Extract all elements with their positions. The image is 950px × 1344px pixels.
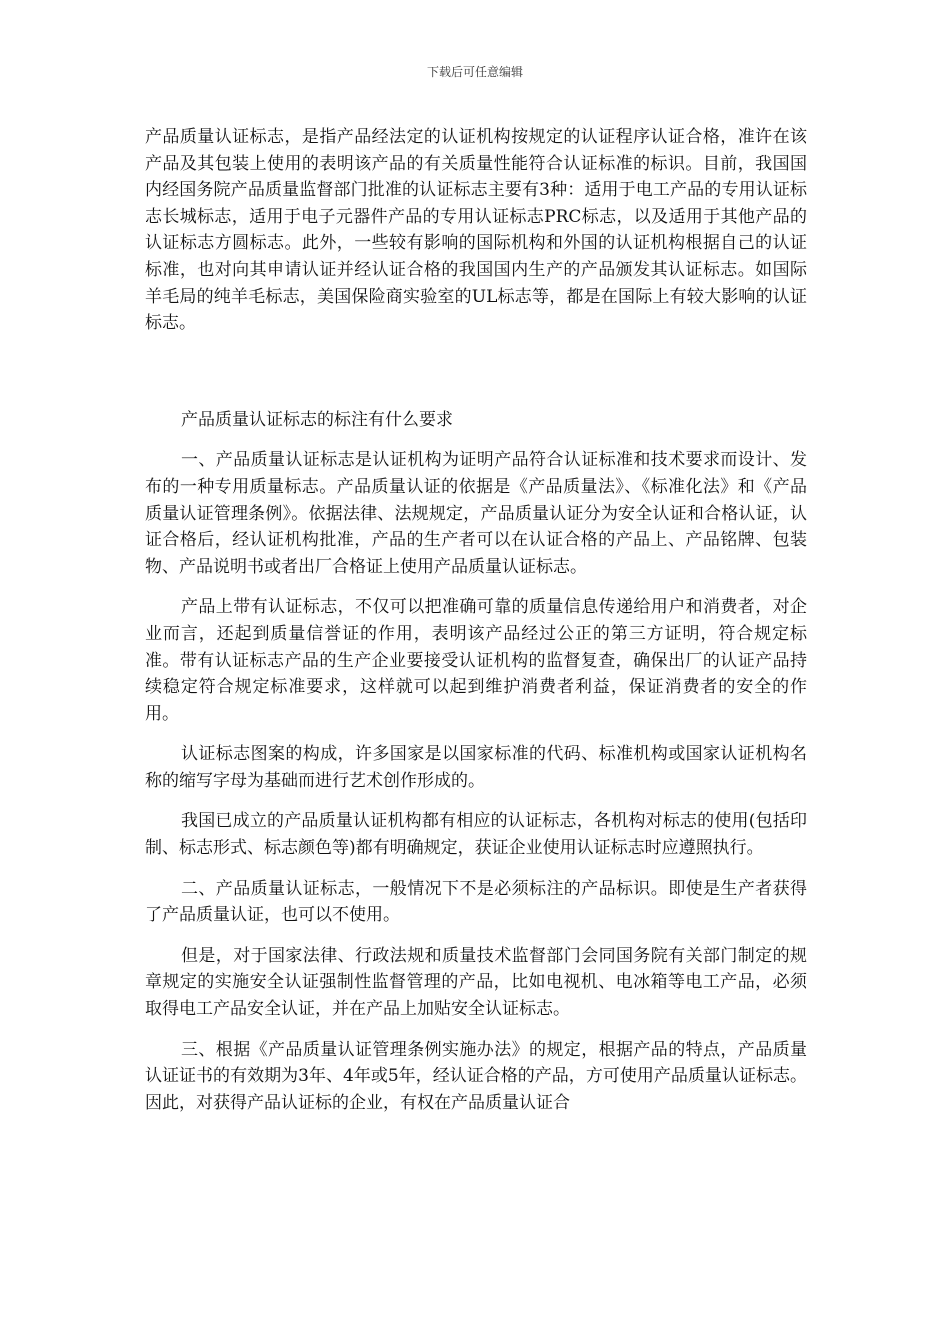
paragraph-mark-usage: 我国已成立的产品质量认证机构都有相应的认证标志，各机构对标志的使用(包括印制、标志形式、标志颜色等)都有明确规定，获证企业使用认证标志时应遵照执行。 [145, 811, 807, 859]
paragraph-mandatory-certification: 但是，对于国家法律、行政法规和质量技术监督部门会同国务院有关部门制定的规章规定的实施安全认证强制性监督管理的产品，比如电视机、电冰箱等电工产品，必须取得电工产品安全认证，并在产品上加贴安全认证标志。 [145, 945, 807, 1020]
paragraph-requirement-2: 二、产品质量认证标志，一般情况下不是必须标注的产品标识。即使是生产者获得了产品质量认证，也可以不使用。 [145, 878, 807, 926]
paragraph-requirement-1: 一、产品质量认证标志是认证机构为证明产品符合认证标准和技术要求而设计、发布的一种专用质量标志。产品质量认证的依据是《产品质量法》、《标准化法》和《产品质量认证管理条例》。依据法律、法规规定，产品质量认证分为安全认证和合格认证，认证合格后，经认证机构批准，产品的生产者可以在认证合格的产品上、产品铭牌、包装物、产品说明书或者出厂合格证上使用产品质量认证标志。 [145, 450, 807, 577]
paragraph-requirement-3: 三、根据《产品质量认证管理条例实施办法》的规定，根据产品的特点，产品质量认证证书的有效期为3年、4年或5年，经认证合格的产品，方可使用产品质量认证标志。因此，对获得产品认证标的企业，有权在产品质量认证合 [145, 1039, 807, 1113]
section-spacer [145, 337, 807, 407]
document-body [145, 124, 807, 1116]
intro-paragraph: 产品质量认证标志，是指产品经法定的认证机构按规定的认证程序认证合格，准许在该产品及其包装上使用的表明该产品的有关质量性能符合认证标准的标识。目前，我国国内经国务院产品质量监督部门批准的认证标志主要有3种：适用于电工产品的专用认证标志长城标志，适用于电子元器件产品的专用认证标志PRC标志，以及适用于其他产品的认证标志方圆标志。此外，一些较有影响的国际机构和外国的认证机构根据自己的认证标准，也对向其申请认证并经认证合格的我国国内生产的产品颁发其认证标志。如国际羊毛局的纯羊毛标志，美国保险商实验室的UL标志等，都是在国际上有较大影响的认证标志。 [145, 127, 807, 334]
paragraph-mark-design: 认证标志图案的构成，许多国家是以国家标准的代码、标准机构或国家认证机构名称的缩写字母为基础而进行艺术创作形成的。 [145, 744, 807, 791]
section-heading: 产品质量认证标志的标注有什么要求 [181, 409, 453, 430]
paragraph-mark-benefits: 产品上带有认证标志，不仅可以把准确可靠的质量信息传递给用户和消费者，对企业而言，还起到质量信誉证的作用，表明该产品经过公正的第三方证明，符合规定标准。带有认证标志产品的生产企业要接受认证机构的监督复查，确保出厂的认证产品持续稳定符合规定标准要求，这样就可以起到维护消费者利益，保证消费者的安全的作用。 [145, 597, 807, 724]
page-header: 下载后可任意编辑 [426, 65, 523, 79]
